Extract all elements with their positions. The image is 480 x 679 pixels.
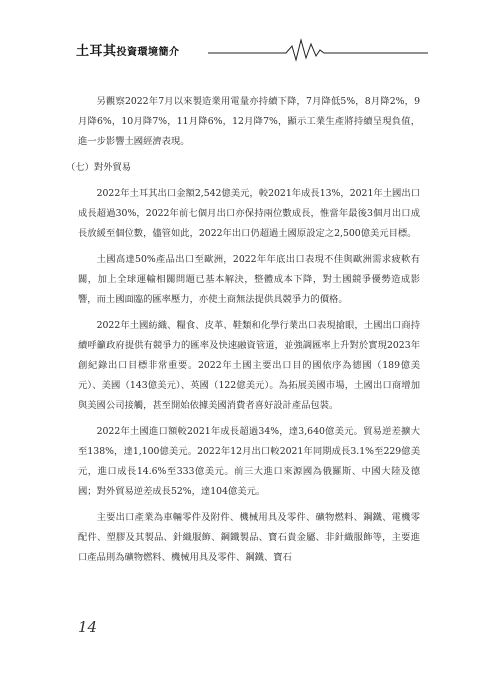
heartbeat-line-decoration [208, 36, 428, 62]
paragraph: 2022年土國進口額較2021年成長超過34%，達3,640億美元。貿易逆差擴大至138%，達1,100億美元。2022年12月出口較2021年同期成長3.1%至229億美元，進口成長14.6%至333億美元。前三大進口來源國為俄羅斯、中國大陸及德國；對外貿易逆差成長52%，達104億美元。 [78, 426, 420, 497]
header-title [76, 40, 180, 59]
paragraph: 另觀察2022年7月以來製造業用電量亦持續下降，7月降低5%，8月降2%，9月降6%，10月降7%，11月降6%，12月降7%，顯示工業生產將持續呈現負值，進一步影響土國經濟表現。 [78, 96, 420, 147]
paragraph: 主要出口產業為車輛零件及附件、機械用具及零件、礦物燃料、鋼鐵、電機零配件、塑膠及其製品、針織服飾、鋼鐵製品、寶石貴金屬、非針織服飾等，主要進口產品則為礦物燃料、機械用具及零件、鋼鐵、寶石 [78, 512, 420, 563]
paragraph: 土國高達50%產品出口至歐洲，2022年年底出口表現不佳與歐洲需求疲軟有關，加上全球運輸相關問題已基本解決，整體成本下降，對土國競爭優勢造成影響，而土國面臨的匯率壓力，亦使土商無法提供具競爭力的價格。 [78, 254, 420, 305]
document-body [66, 92, 420, 574]
header-title-sub: 投資環境簡介 [116, 47, 180, 58]
page-number: 14 [78, 618, 98, 636]
header-title-main: 土耳其 [76, 44, 117, 59]
running-header [76, 36, 428, 62]
section-heading: （七）對外貿易 [66, 162, 132, 173]
paragraph: 2022年土國紡織、糧食、皮革、鞋類和化學行業出口表現搶眼，土國出口商持續呼籲政府提供有競爭力的匯率及快速融資管道，並強調匯率上升對於實現2023年創紀錄出口目標非常重要。2022年土國主要出口目的國依序為德國（189億美元）、美國（143億美元）、英國（122億美元）。為拓展美國市場，土國出口商增加與美國公司接觸，甚至開始依據美國消費者喜好設計產品包裝。 [78, 320, 420, 411]
paragraph: 2022年土耳其出口金額2,542億美元，較2021年成長13%，2021年土國出口成長超過30%，2022年前七個月出口亦保持兩位數成長，惟當年最後3個月出口成長放緩至個位數，儘管如此，2022年出口仍超過土國原設定之2,500億美元目標。 [78, 188, 420, 239]
